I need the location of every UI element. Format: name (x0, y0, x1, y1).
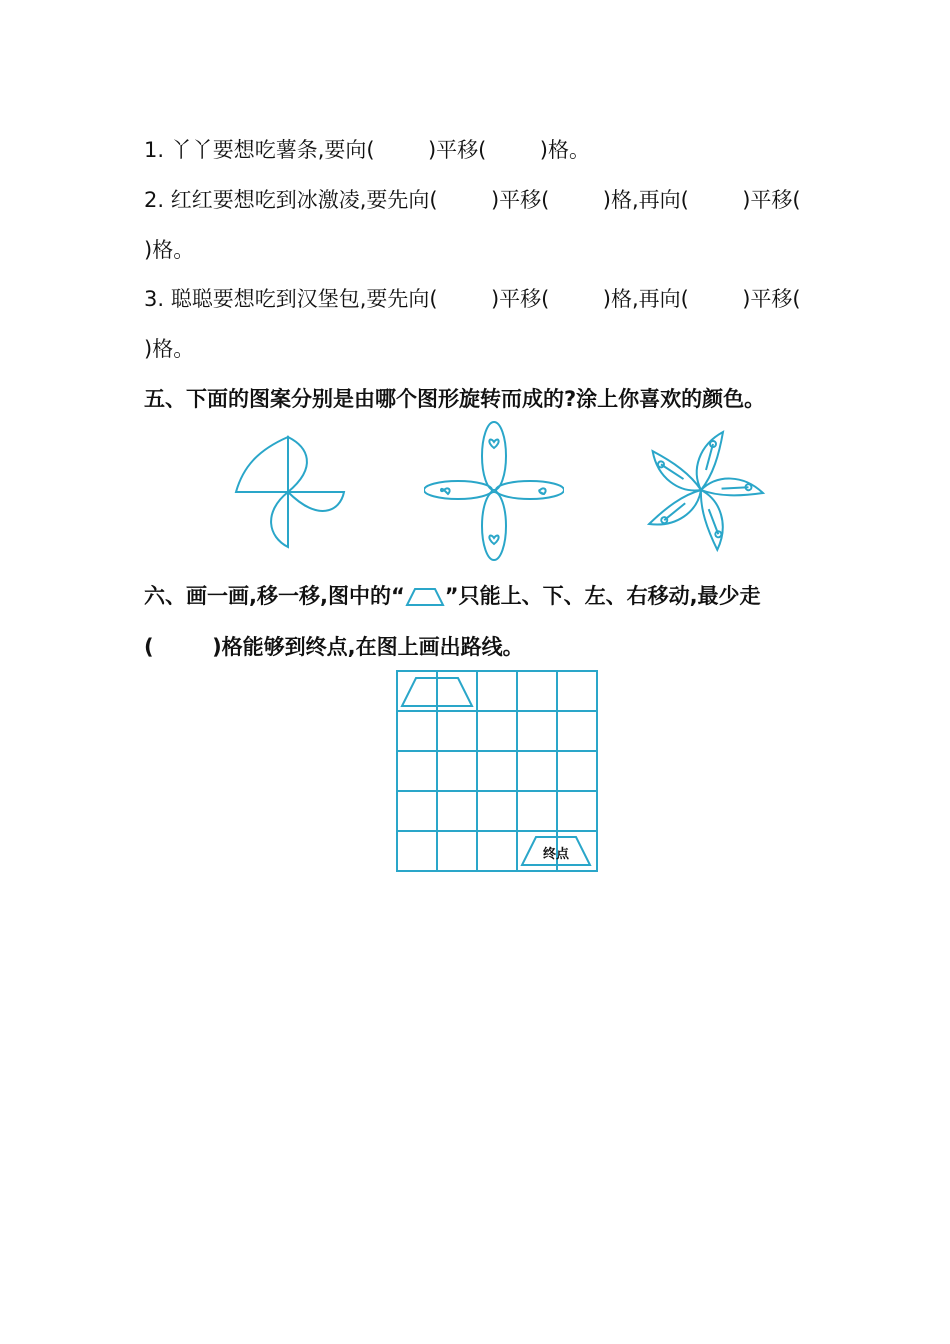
question-2-line-1: 2. 红红要想吃到冰激凌,要先向( )平移( )格,再向( )平移( (144, 188, 801, 212)
end-label: 终点 (542, 847, 570, 862)
section-6-title-start: 六、画一画,移一移,图中的“ (144, 584, 405, 608)
question-2-line-2: )格。 (144, 238, 195, 262)
question-1: 1. 丫丫要想吃薯条,要向( )平移( )格。 (144, 138, 590, 162)
section-6-line-2: ( )格能够到终点,在图上画出路线。 (144, 635, 524, 659)
movement-grid (396, 670, 599, 873)
pinwheel-figure (228, 432, 348, 552)
section-6-title-end: ”只能上、下、左、右移动,最少走 (444, 584, 761, 608)
question-3-line-2: )格。 (144, 337, 195, 361)
five-leaf-figure (636, 428, 766, 553)
section-5-title: 五、下面的图案分别是由哪个图形旋转而成的?涂上你喜欢的颜色。 (144, 387, 766, 411)
question-3-line-1: 3. 聪聪要想吃到汉堡包,要先向( )平移( )格,再向( )平移( (144, 287, 801, 311)
trapezoid-icon (405, 586, 445, 608)
section-6-title (144, 582, 761, 610)
four-petal-figure (424, 420, 564, 562)
